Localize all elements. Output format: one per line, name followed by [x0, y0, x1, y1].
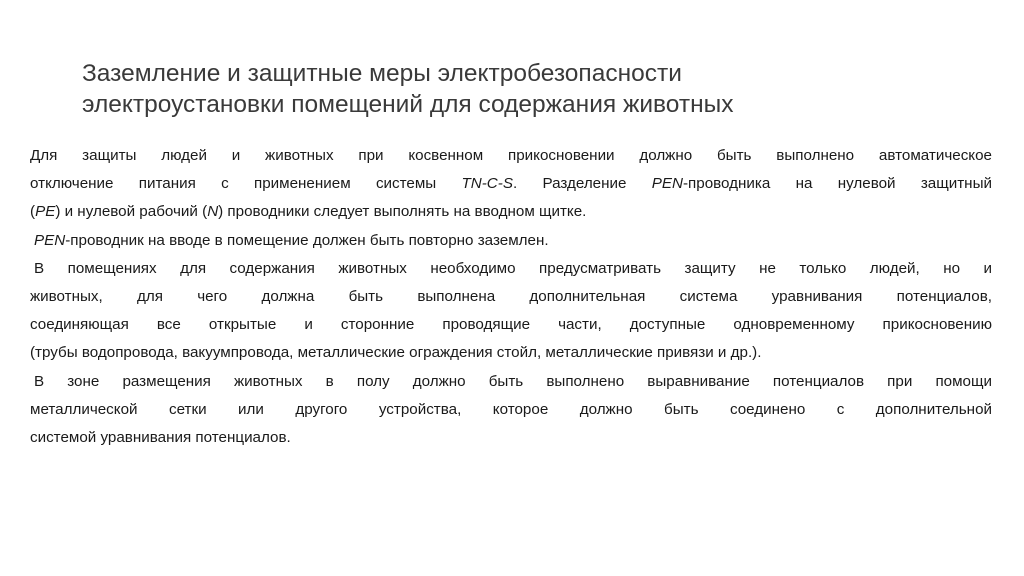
paragraph-4-line-3: системой уравнивания потенциалов.: [30, 429, 291, 447]
text-run: отключение питания с применением системы: [30, 175, 462, 193]
paragraph-4-line-2: металлической сетки или другого устройства, которое должно быть соединено с дополнительной: [30, 400, 992, 418]
paragraph-3-line-4: (трубы водопровода, вакуумпровода, металлические ограждения стойл, металлические привязи и др.).: [30, 344, 762, 362]
conductor-name: PEN: [651, 175, 683, 193]
paragraph-1: [30, 142, 992, 227]
paragraph-3-line-1: В помещениях для содержания животных необходимо предусматривать защиту не только людей, но и: [34, 259, 992, 277]
conductor-name: PE: [35, 203, 56, 221]
paragraph-2: [30, 227, 992, 255]
paragraph-4: [30, 368, 992, 453]
text-run: (: [30, 203, 36, 221]
paragraph-2-line-1: [30, 227, 992, 255]
paragraph-3: [30, 255, 992, 368]
text-run: . Разделение: [512, 175, 652, 193]
text-run: -проводник на вводе в помещение должен быть повторно заземлен.: [65, 231, 549, 249]
text-run: ) проводники следует выполнять на вводном щитке.: [218, 203, 587, 221]
paragraph-1-line-3: [30, 198, 992, 226]
text-run: -проводника на нулевой защитный: [682, 175, 992, 193]
title-line-2: электроустановки помещений для содержания животных: [82, 91, 734, 118]
text-run: Для защиты людей и животных при косвенном прикосновении должно быть выполнено автоматическое: [30, 147, 992, 164]
conductor-name: PEN: [34, 231, 66, 249]
slide-body: [30, 142, 992, 452]
paragraph-4-line-1: В зоне размещения животных в полу должно быть выполнено выравнивание потенциалов при помощи: [34, 372, 992, 390]
slide-title: [82, 58, 942, 120]
conductor-name: N: [207, 203, 219, 221]
paragraph-1-line-2: [30, 170, 992, 198]
paragraph-3-line-3: соединяющая все открытые и сторонние проводящие части, доступные одновременному прикосновению: [30, 316, 992, 334]
paragraph-1-line-1: [30, 142, 992, 170]
system-name: TN-C-S: [461, 175, 513, 193]
paragraph-3-line-2: животных, для чего должна быть выполнена дополнительная система уравнивания потенциалов,: [30, 288, 992, 306]
title-line-1: Заземление и защитные меры электробезопасности: [82, 60, 682, 87]
text-run: ) и нулевой рабочий (: [55, 203, 208, 221]
